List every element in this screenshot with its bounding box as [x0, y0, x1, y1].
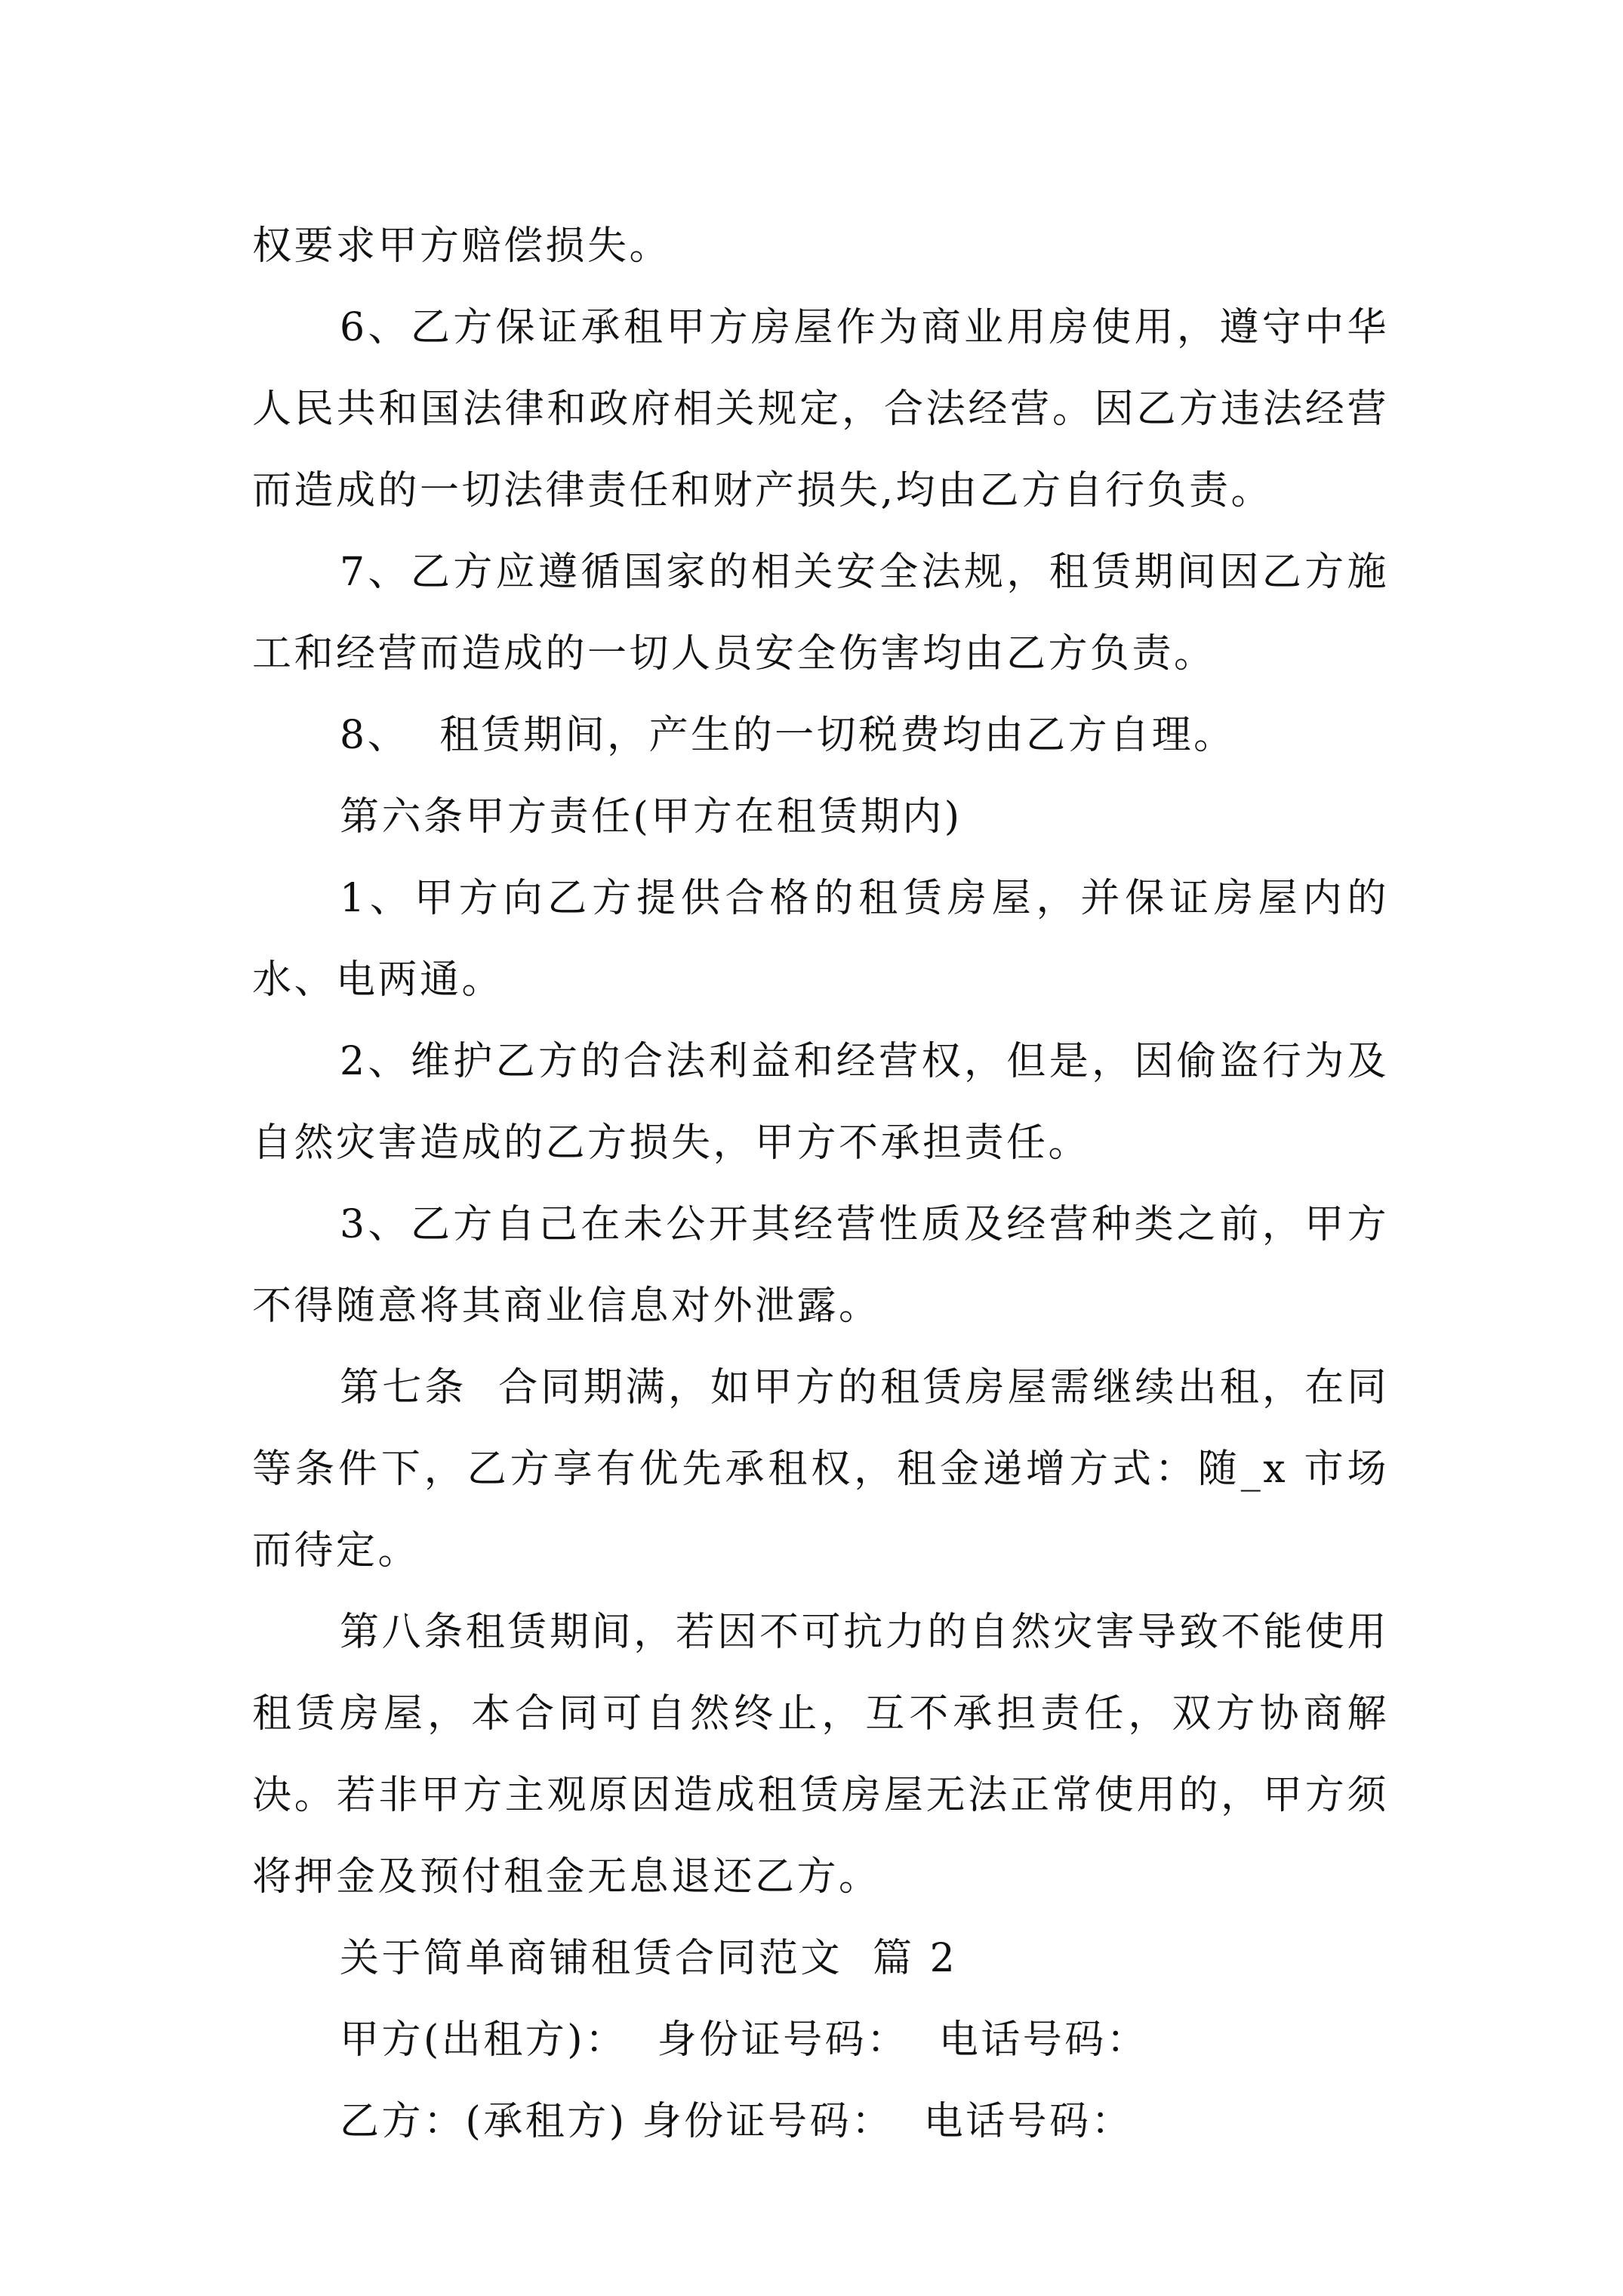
heading-article-6: 第六条甲方责任(甲方在租赁期内) — [340, 794, 962, 840]
heading-part-2: 关于简单商铺租赁合同范文 篇 2 — [340, 1936, 958, 1981]
paragraph-clause-6: 6、乙方保证承租甲方房屋作为商业用房使用，遵守中华人民共和国法律和政府相关规定，合法经营。因乙方违法经营而造成的一切法律责任和财产损失,均由乙方自行负责。 — [252, 305, 1389, 513]
paragraph-duty-2: 2、维护乙方的合法利益和经营权，但是，因偷盗行为及自然灾害造成的乙方损失，甲方不承担责任。 — [252, 1039, 1389, 1166]
party-b-line: 乙方：(承租方) 身份证号码： 电话号码： — [340, 2099, 1134, 2144]
paragraph-clause-8: 8、 租赁期间，产生的一切税费均由乙方自理。 — [340, 713, 1236, 758]
paragraph-clause-7: 7、乙方应遵循国家的相关安全法规，租赁期间因乙方施工和经营而造成的一切人员安全伤害均由乙方负责。 — [252, 550, 1389, 676]
paragraph-article-8: 第八条租赁期间，若因不可抗力的自然灾害导致不能使用租赁房屋，本合同可自然终止，互不承担责任，双方协商解决。若非甲方主观原因造成租赁房屋无法正常使用的，甲方须将押金及预付租金无息退还乙方。 — [252, 1610, 1389, 1900]
paragraph-continuation: 权要求甲方赔偿损失。 — [252, 223, 672, 269]
paragraph-article-7: 第七条 合同期满，如甲方的租赁房屋需继续出租，在同等条件下，乙方享有优先承租权，租金递增方式：随_x 市场而待定。 — [252, 1365, 1389, 1573]
party-a-line: 甲方(出租方)： 身份证号码： 电话号码： — [340, 2017, 1149, 2063]
paragraph-duty-3: 3、乙方自己在未公开其经营性质及经营种类之前，甲方不得随意将其商业信息对外泄露。 — [252, 1202, 1389, 1329]
paragraph-duty-1: 1、甲方向乙方提供合格的租赁房屋，并保证房屋内的水、电两通。 — [252, 876, 1389, 1003]
document-page — [252, 205, 1389, 2162]
